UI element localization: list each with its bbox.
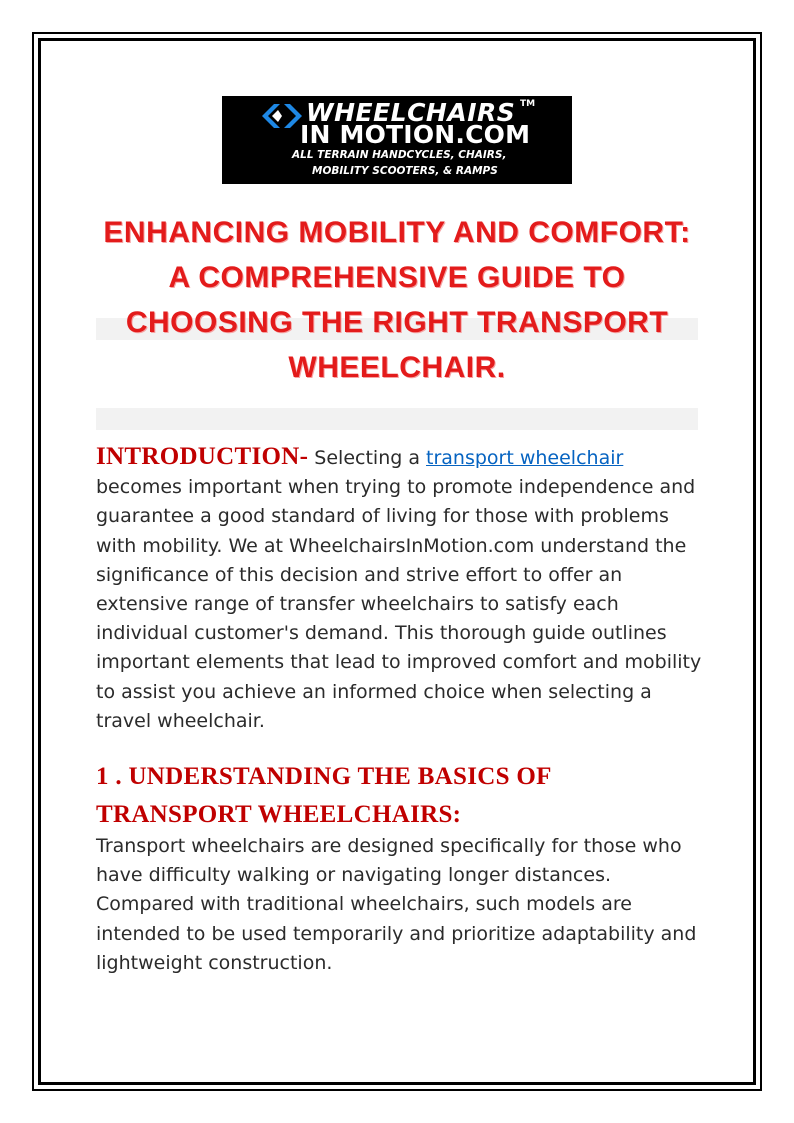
wheelchairs-in-motion-logo — [222, 96, 572, 184]
section-heading-line: 1 . UNDERSTANDING THE BASICS OF — [96, 763, 552, 790]
title-line: ENHANCING MOBILITY AND COMFORT: — [103, 216, 691, 249]
logo-title: WHEELCHAIRS — [306, 98, 516, 127]
transport-wheelchair-link[interactable]: transport wheelchair — [426, 447, 624, 469]
logo-trademark: TM — [520, 99, 536, 109]
introduction-text: becomes important when trying to promote independence and guarantee a good standard of living for those with problems with mobility. We at WheelchairsInMotion.com understand the significance of this decision and strive effort to offer an extensive range of transfer wheelchairs to satisfy each individual customer's demand. This thorough guide outlines important elements that lead to improved comfort and mobility to assist you achieve an informed choice when selecting a travel wheelchair. — [96, 476, 702, 732]
logo-subtitle: IN MOTION.COM — [300, 120, 531, 149]
title-line: WHEELCHAIR. — [288, 351, 506, 384]
title-line: CHOOSING THE RIGHT TRANSPORT — [125, 306, 669, 339]
logo-tagline-2: MOBILITY SCOOTERS, & RAMPS — [312, 165, 498, 177]
introduction-heading: INTRODUCTION- — [96, 443, 309, 470]
page-title — [96, 210, 698, 390]
logo-arrows-icon — [222, 96, 302, 136]
introduction-paragraph — [96, 442, 706, 736]
spacer-highlight-band — [96, 408, 698, 430]
section-heading-line: TRANSPORT WHEELCHAIRS: — [96, 801, 462, 828]
logo-tagline-1: ALL TERRAIN HANDCYCLES, CHAIRS, — [292, 149, 507, 161]
title-line: A COMPREHENSIVE GUIDE TO — [168, 261, 626, 294]
section-1-paragraph: Transport wheelchairs are designed specifically for those who have difficulty walking or navigating longer distances. Compared with traditional wheelchairs, such models are intended to be used temporarily and prioritize adaptability and lightweight construction. — [96, 835, 697, 974]
introduction-lead: Selecting a — [314, 447, 427, 469]
section-1-heading — [96, 758, 706, 834]
